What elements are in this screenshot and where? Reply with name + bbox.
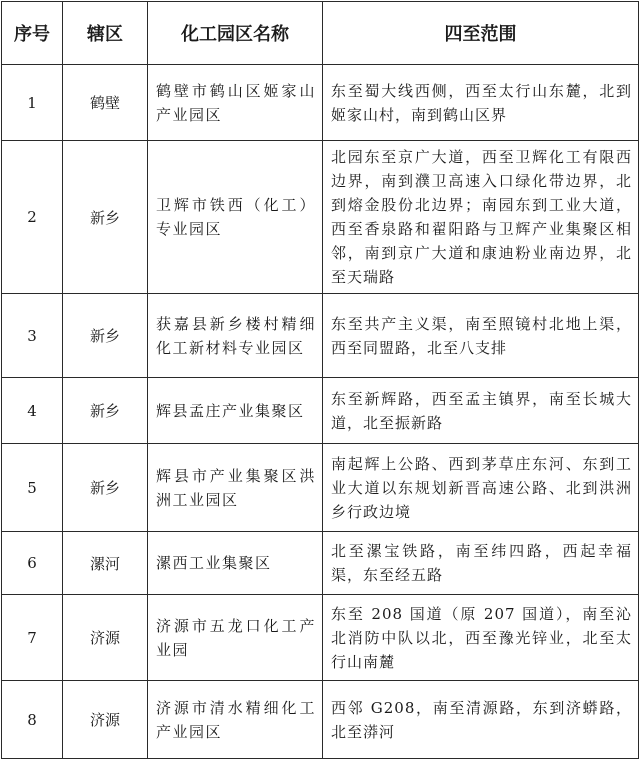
cell-region: 鹤壁 (63, 65, 148, 141)
table-row (2, 294, 639, 378)
cell-no: 7 (2, 595, 63, 681)
cell-scope: 北至漯宝铁路，南至纬四路，西起幸福渠，东至经五路 (323, 532, 639, 595)
cell-park-name: 卫辉市铁西（化工）专业园区 (148, 141, 323, 294)
cell-scope: 南起辉上公路、西到茅草庄东河、东到工业大道以东规划新晋高速公路、北到洪洲乡行政边境 (323, 444, 639, 532)
header-region: 辖区 (63, 2, 148, 65)
cell-scope: 东至 208 国道（原 207 国道），南至沁北消防中队以北，西至豫光锌业，北至太行山南麓 (323, 595, 639, 681)
table-row (2, 444, 639, 532)
cell-scope: 东至新辉路，西至孟主镇界，南至长城大道，北至振新路 (323, 378, 639, 444)
cell-park-name: 漯西工业集聚区 (148, 532, 323, 595)
cell-scope: 东至蜀大线西侧，西至太行山东麓，北到姬家山村，南到鹤山区界 (323, 65, 639, 141)
cell-park-name: 济源市清水精细化工产业园区 (148, 681, 323, 759)
cell-region: 漯河 (63, 532, 148, 595)
cell-park-name: 济源市五龙口化工产业园 (148, 595, 323, 681)
table-row (2, 65, 639, 141)
table-row (2, 378, 639, 444)
cell-region: 新乡 (63, 378, 148, 444)
header-scope: 四至范围 (323, 2, 639, 65)
cell-park-name: 鹤壁市鹤山区姬家山产业园区 (148, 65, 323, 141)
cell-no: 4 (2, 378, 63, 444)
table-header-row (2, 2, 639, 65)
cell-park-name: 辉县孟庄产业集聚区 (148, 378, 323, 444)
table-row (2, 141, 639, 294)
cell-park-name: 获嘉县新乡楼村精细化工新材料专业园区 (148, 294, 323, 378)
cell-no: 2 (2, 141, 63, 294)
table-row (2, 532, 639, 595)
cell-no: 6 (2, 532, 63, 595)
header-no: 序号 (2, 2, 63, 65)
cell-park-name: 辉县市产业集聚区洪洲工业园区 (148, 444, 323, 532)
cell-region: 济源 (63, 681, 148, 759)
cell-no: 1 (2, 65, 63, 141)
cell-no: 8 (2, 681, 63, 759)
chemical-park-table (1, 1, 639, 759)
cell-no: 3 (2, 294, 63, 378)
cell-scope: 西邻 G208，南至清源路，东到济蟒路，北至漭河 (323, 681, 639, 759)
cell-no: 5 (2, 444, 63, 532)
cell-scope: 北园东至京广大道，西至卫辉化工有限西边界，南到濮卫高速入口绿化带边界，北到熔金股份北边界；南园东到工业大道，西至香泉路和翟阳路与卫辉产业集聚区相邻，南到京广大道和康迪粉业南边界，北至天瑞路 (323, 141, 639, 294)
table-row (2, 595, 639, 681)
cell-region: 新乡 (63, 294, 148, 378)
cell-region: 新乡 (63, 444, 148, 532)
cell-region: 济源 (63, 595, 148, 681)
cell-scope: 东至共产主义渠，南至照镜村北地上渠，西至同盟路，北至八支排 (323, 294, 639, 378)
header-name: 化工园区名称 (148, 2, 323, 65)
table-row (2, 681, 639, 759)
cell-region: 新乡 (63, 141, 148, 294)
